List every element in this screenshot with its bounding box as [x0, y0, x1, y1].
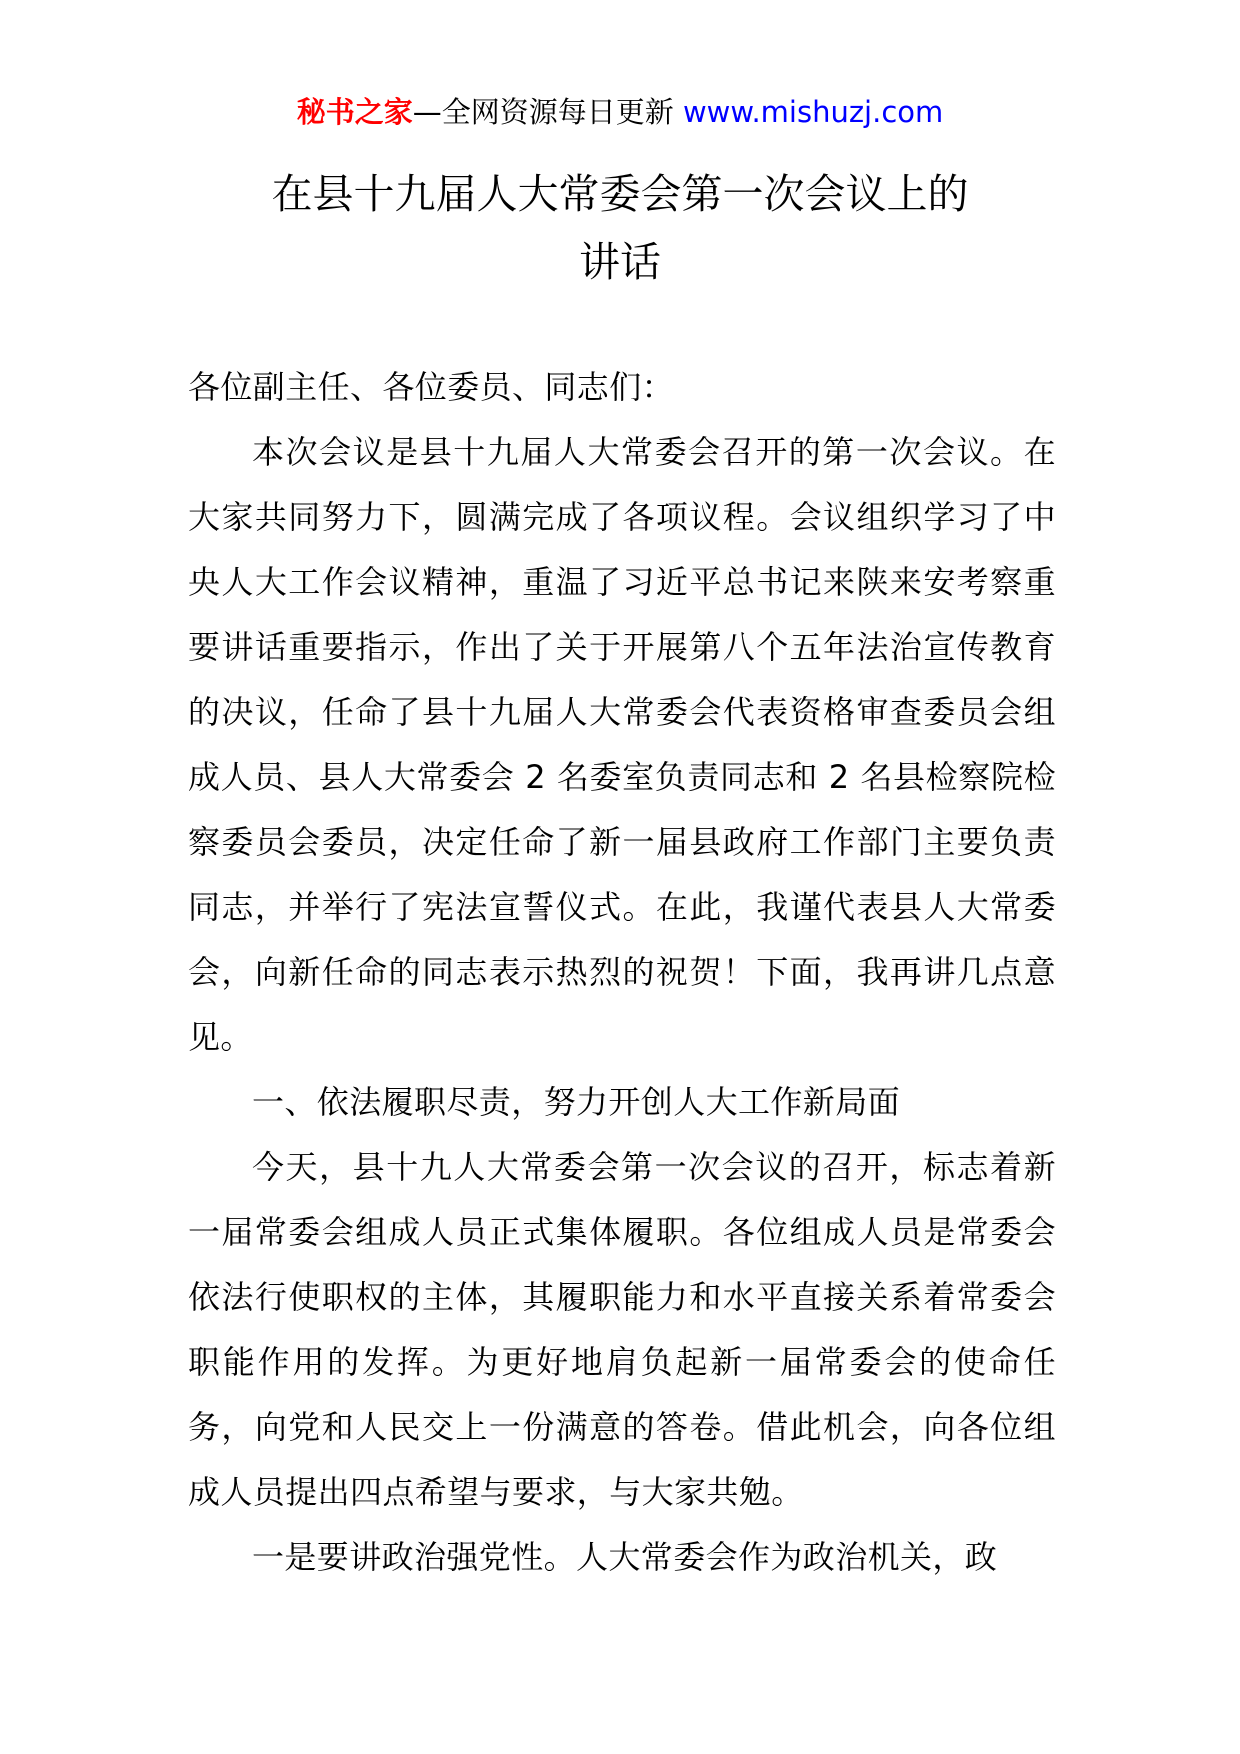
paragraph-3: 一是要讲政治强党性。人大常委会作为政治机关，政: [252, 1538, 998, 1576]
title-line-2: 讲话: [579, 238, 661, 286]
header-tagline: —全网资源每日更新: [412, 95, 683, 129]
site-url-link[interactable]: www.mishuzj.com: [682, 95, 944, 129]
title-line-1: 在县十九届人大常委会第一次会议上的: [271, 170, 969, 218]
document-body: [188, 355, 1056, 1590]
document-title: [150, 160, 1090, 296]
salutation: 各位副主任、各位委员、同志们：: [188, 368, 675, 406]
site-header: [0, 92, 1240, 132]
paragraph-1: 本次会议是县十九届人大常委会召开的第一次会议。在大家共同努力下，圆满完成了各项议程。会议组织学习了中央人大工作会议精神，重温了习近平总书记来陕来安考察重要讲话重要指示，作出了关于开展第八个五年法治宣传教育的决议，任命了县十九届人大常委会代表资格审查委员会组成人员、县人大常委会 2 名委室负责同志和 2 名县检察院检察委员会委员，决定任命了新一届县政府工作部门主要负责同志，并举行了宪法宣誓仪式。在此，我谨代表县人大常委会，向新任命的同志表示热烈的祝贺！下面，我再讲几点意见。: [188, 433, 1056, 1056]
paragraph-2: 今天，县十九人大常委会第一次会议的召开，标志着新一届常委会组成人员正式集体履职。各位组成人员是常委会依法行使职权的主体，其履职能力和水平直接关系着常委会职能作用的发挥。为更好地肩负起新一届常委会的使命任务，向党和人民交上一份满意的答卷。借此机会，向各位组成人员提出四点希望与要求，与大家共勉。: [188, 1148, 1056, 1511]
section-heading-1: 一、依法履职尽责，努力开创人大工作新局面: [252, 1083, 901, 1121]
brand-name: 秘书之家: [296, 95, 413, 129]
